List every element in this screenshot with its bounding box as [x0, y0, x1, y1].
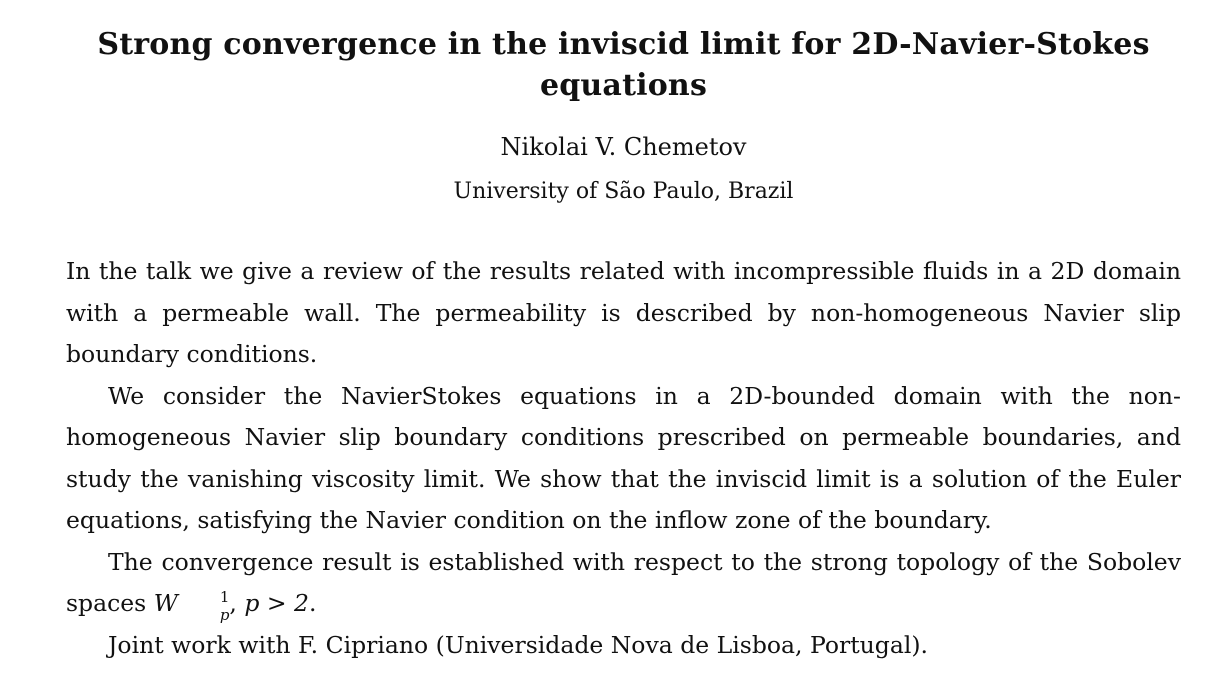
- sobolev-superscript: 1: [219, 588, 230, 607]
- author-name: Nikolai V. Chemetov: [500, 133, 747, 161]
- paper-title: Strong convergence in the inviscid limit for 2D-Navier-Stokes equations: [97, 27, 1150, 103]
- paragraph-3-text: The convergence result is established with respect to the strong topology of the Sobolev spaces: [66, 547, 1181, 617]
- sobolev-symbol-w: W: [153, 589, 178, 617]
- sobolev-space-symbol: [153, 588, 230, 625]
- abstract-paragraph-3: The convergence result is established with respect to the strong topology of the Sobolev spaces W $^1$ p , p > 2.: [66, 547, 1181, 625]
- exponent-condition: p > 2: [244, 589, 309, 617]
- abstract-paragraph-2: We consider the NavierStokes equations in a 2D-bounded domain with the non-homogeneous Navier slip boundary conditions prescribed on permeable boundaries, and study the vanishing viscosity limit. We show that the inviscid limit is a solution of the Euler equations, satisfying the Navier condition on the inflow zone of the boundary.: [66, 381, 1181, 534]
- paper-page: [66, 0, 1181, 666]
- abstract: [66, 251, 1181, 666]
- paragraph-3-end: .: [309, 589, 317, 617]
- abstract-paragraph-4: Joint work with F. Cipriano (Universidade Nova de Lisboa, Portugal).: [108, 630, 928, 659]
- author-affiliation: University of São Paulo, Brazil: [453, 179, 794, 204]
- sobolev-subscript: p: [219, 606, 230, 625]
- abstract-paragraph-1: In the talk we give a review of the results related with incompressible fluids in a 2D domain with a permeable wall. The permeability is described by non-homogeneous Navier slip boundary conditions.: [66, 257, 1181, 368]
